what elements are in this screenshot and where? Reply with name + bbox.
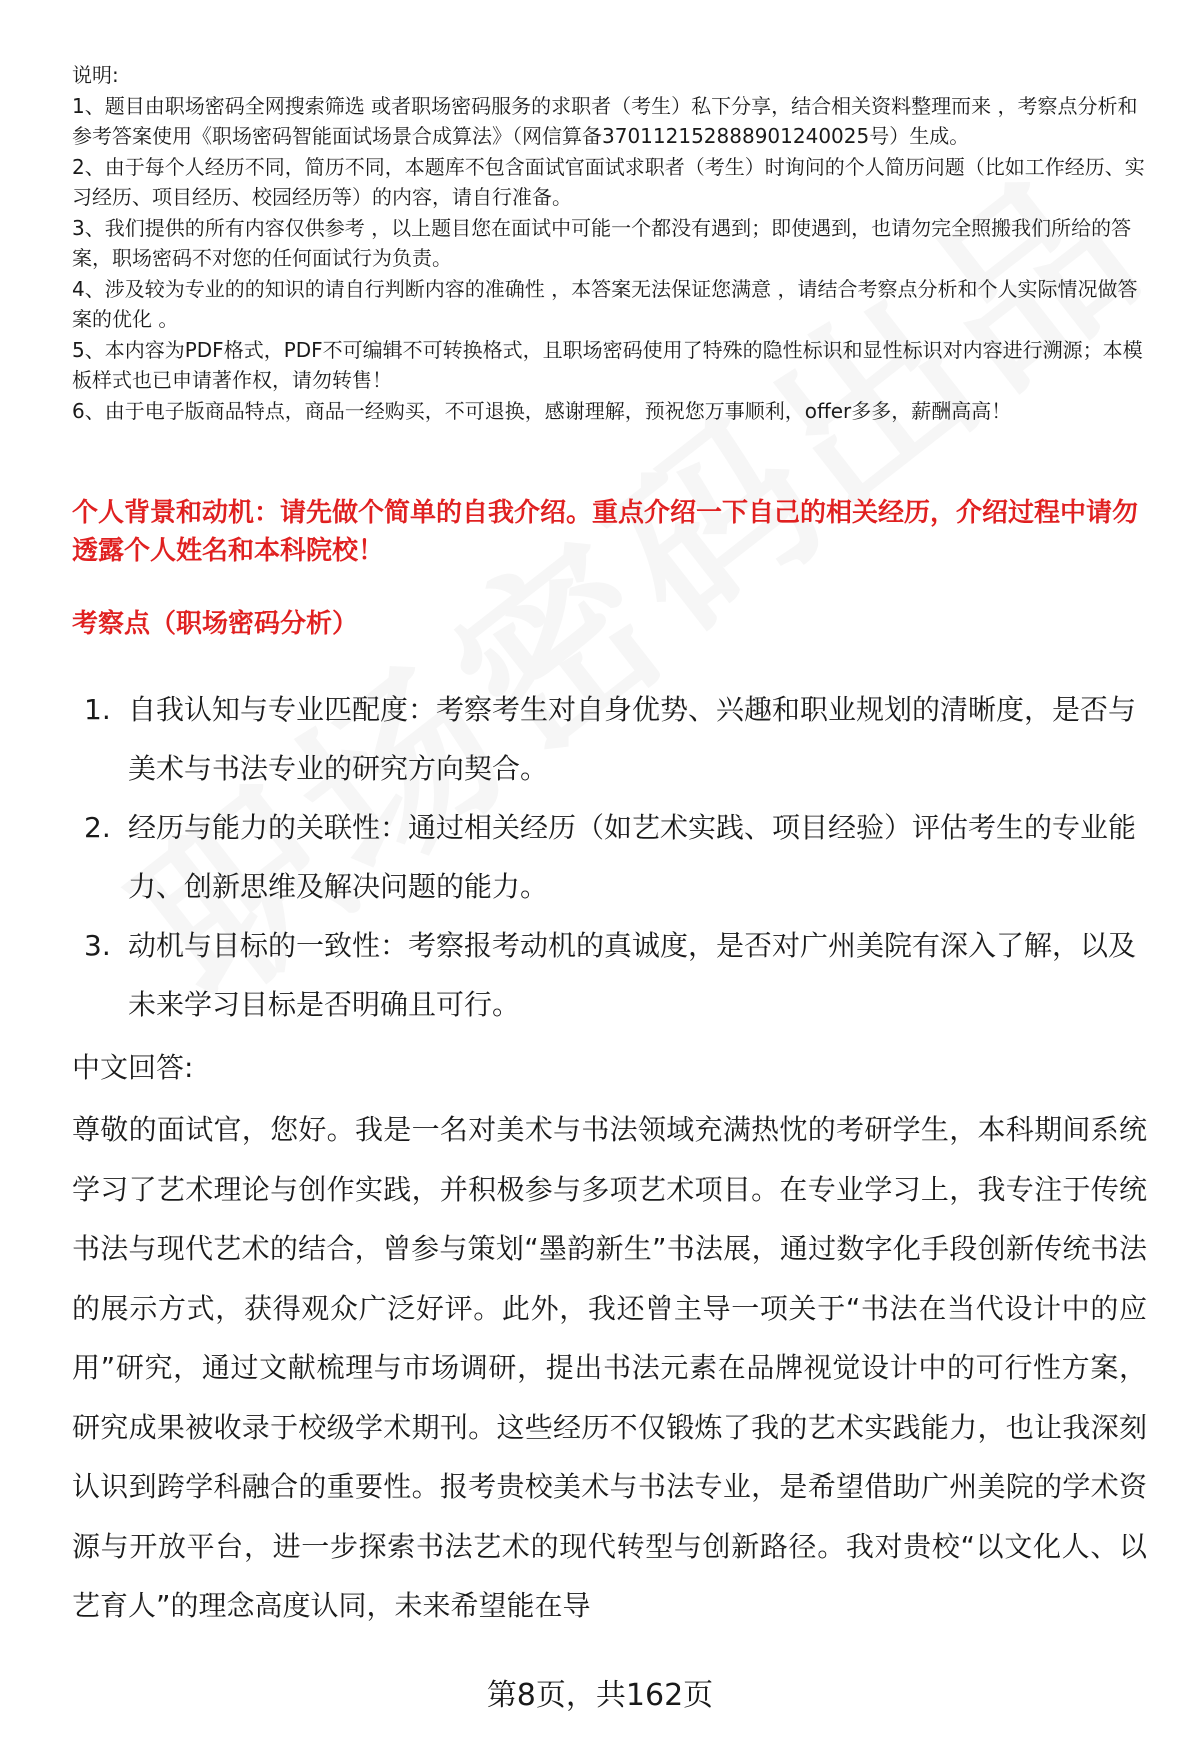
notes-item: 3、我们提供的所有内容仅供参考 ，以上题目您在面试中可能一个都没有遇到；即使遇到，也请勿完全照搬我们所给的答案，职场密码不对您的任何面试行为负责。 — [72, 215, 1132, 270]
list-item-text: 自我认知与专业匹配度：考察考生对自身优势、兴趣和职业规划的清晰度，是否与美术与书法专业的研究方向契合。 — [128, 693, 1137, 785]
list-item-text: 经历与能力的关联性：通过相关经历（如艺术实践、项目经验）评估考生的专业能力、创新思维及解决问题的能力。 — [128, 811, 1137, 903]
notes-item: 1、题目由职场密码全网搜索筛选 或者职场密码服务的求职者（考生）私下分享，结合相关资料整理而来 ，考察点分析和参考答案使用《职场密码智能面试场景合成算法》（网信算备370112152888901240025号）生成。 — [72, 93, 1138, 148]
list-item-number: 2. — [84, 811, 111, 844]
page-number: 第8页，共162页 — [486, 1678, 714, 1713]
notes-item: 2、由于每个人经历不同，简历不同，本题库不包含面试官面试求职者（考生）时询问的个人简历问题（比如工作经历、实习经历、项目经历、校园经历等）的内容，请自行准备。 — [72, 154, 1145, 209]
list-item-text: 动机与目标的一致性：考察报考动机的真诚度，是否对广州美院有深入了解，以及未来学习目标是否明确且可行。 — [128, 929, 1137, 1021]
disclaimer-notes — [72, 60, 1157, 426]
list-item — [72, 680, 1152, 798]
answer-label: 中文回答: — [72, 1051, 194, 1084]
analysis-heading: 考察点（职场密码分析） — [72, 609, 359, 639]
question-title: 个人背景和动机：请先做个简单的自我介绍。重点介绍一下自己的相关经历，介绍过程中请勿透露个人姓名和本科院校！ — [72, 498, 1139, 566]
notes-item: 6、由于电子版商品特点，商品一经购买，不可退换，感谢理解，预祝您万事顺利，offer多多，薪酬高高！ — [72, 398, 1012, 423]
notes-item: 4、涉及较为专业的的知识的请自行判断内容的准确性 ，本答案无法保证您满意 ，请结合考察点分析和个人实际情况做答案的优化 。 — [72, 276, 1138, 331]
list-item — [72, 916, 1152, 1034]
notes-item: 5、本内容为PDF格式，PDF不可编辑不可转换格式，且职场密码使用了特殊的隐性标识和显性标识对内容进行溯源；本模板样式也已申请著作权，请勿转售！ — [72, 337, 1143, 392]
list-item — [72, 798, 1152, 916]
analysis-points-list — [72, 680, 1152, 1034]
list-item-number: 3. — [84, 929, 111, 962]
list-item-number: 1. — [84, 693, 111, 726]
answer-body: 尊敬的面试官，您好。我是一名对美术与书法领域充满热忱的考研学生，本科期间系统学习了艺术理论与创作实践，并积极参与多项艺术项目。在专业学习上，我专注于传统书法与现代艺术的结合，曾参与策划“墨韵新生”书法展，通过数字化手段创新传统书法的展示方式，获得观众广泛好评。此外，我还曾主导一项关于“书法在当代设计中的应用”研究，通过文献梳理与市场调研，提出书法元素在品牌视觉设计中的可行性方案，研究成果被收录于校级学术期刊。这些经历不仅锻炼了我的艺术实践能力，也让我深刻认识到跨学科融合的重要性。报考贵校美术与书法专业，是希望借助广州美院的学术资源与开放平台，进一步探索书法艺术的现代转型与创新路径。我对贵校“以文化人、以艺育人”的理念高度认同，未来希望能在导 — [72, 1113, 1147, 1622]
notes-heading: 说明: — [72, 63, 119, 87]
